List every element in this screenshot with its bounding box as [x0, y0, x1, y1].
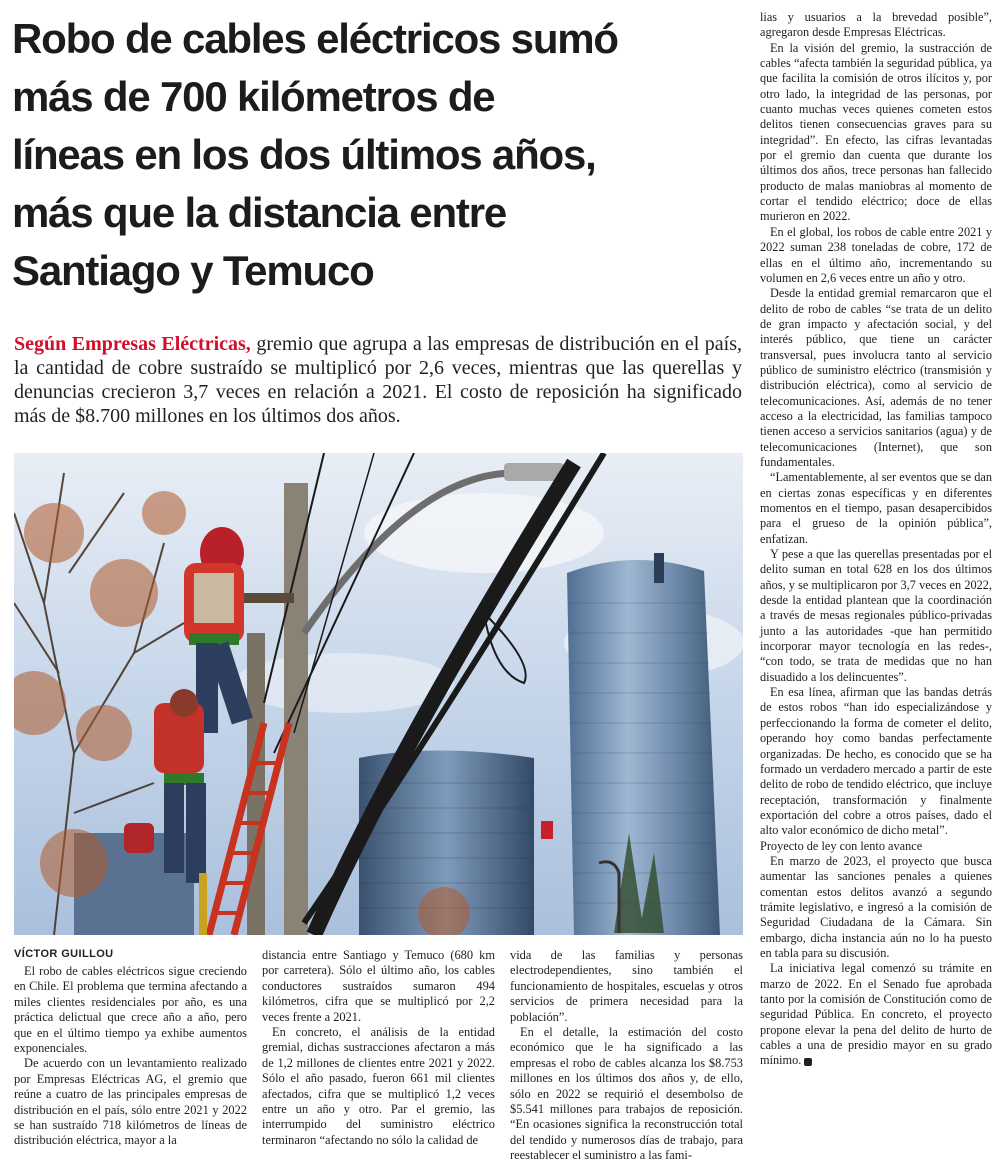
headline-line: más que la distancia entre: [12, 189, 507, 236]
paragraph: distancia entre Santiago y Temuco (680 km por carretera). Sólo el último año, los cables conductores sustraídos sumaron 494 kilómetros, cifra que se multiplicó por 2,2 veces frente a 2021.: [262, 948, 495, 1024]
headline: [12, 10, 747, 300]
text-column-2: [262, 948, 495, 1148]
paragraph-text: La iniciativa legal comenzó su trámite en marzo de 2022. En el Senado fue aprobada tanto por la comisión de Constitución como de seguridad Pública. En concreto, el proyecto propone elevar la pena del delito de hurto de cables a una de presidio mayor en su grado mínimo.: [760, 961, 992, 1068]
paragraph: Desde la entidad gremial remarcaron que el delito de robo de cables “se trata de un delito de gran impacto y afectación social, y del interés público, que tiene un carácter transversal, pues involucra tanto al servicio público de suministro eléctrico (transmisión y distribución eléctrica), como al servicio de telecomunicaciones. Así, además de no tener acceso a la electricidad, las familias tampoco tienen acceso a servicios sanitarios (agua) y de telecomunicaciones (Internet), que son fundamentales.: [760, 286, 992, 469]
paragraph: En concreto, el análisis de la entidad gremial, dichas sustracciones afectaron a más de 1,2 millones de clientes entre 2021 y 2022. Sólo el año pasado, fueron 661 mil clientes afectados, cifra que se multiplicó 1,2 veces entre un año y otro. Par el gremio, las interrumpido del suministro eléctrico terminaron “afectando no sólo la calidad de: [262, 1025, 495, 1147]
lead-paragraph: [14, 332, 742, 428]
paragraph: Y pese a que las querellas presentadas por el delito suman en total 628 en los dos últimos años, y se multiplicaron por 3,7 veces en 2022, desde la entidad plantean que la coordinación a través de mesas regionales público-privadas junto a las autoridades -que han permitido incorporar mayor tecnología en las redes-, “con todo, se trata de medidas que no han disuadido a los delincuentes”.: [760, 547, 992, 684]
lead-text: gremio que agrupa a las empresas de distribución en el país, la cantidad de cobre sustraído se multiplicó por 2,6 veces, mientras que las querellas y denuncias crecieron 3,7 veces en relación a 2021. El costo de reposición ha significado más de $8.700 millones en los últimos dos años.: [14, 333, 743, 427]
byline: VÍCTOR GUILLOU: [14, 948, 114, 960]
paragraph: El robo de cables eléctricos sigue creciendo en Chile. El problema que termina afectando a miles clientes residenciales por año, es una práctica delictual que crece año a año, pero que en el último tiempo ya exhibe aumentos exponenciales.: [14, 964, 247, 1056]
subhead: Proyecto de ley con lento avance: [760, 838, 923, 853]
paragraph: En marzo de 2023, el proyecto que busca aumentar las sanciones penales a quienes comentan estos delitos avanzó a segundo trámite legislativo, e ingresó a la comisión de Seguridad Ciudadana de la Cámara. Sin embargo, dicha instancia aún no lo ha puesto en tabla para su discusión.: [760, 853, 992, 960]
paragraph: De acuerdo con un levantamiento realizado por Empresas Eléctricas AG, el gremio que reúne a cuatro de las principales empresas de distribución en el país, sólo entre 2021 y 2022 se han sustraído 718 kilómetros de líneas de distribución eléctrica, mayor a la: [14, 1056, 247, 1148]
paragraph: lias y usuarios a la brevedad posible”, agregaron desde Empresas Eléctricas.: [760, 10, 992, 40]
lead-highlight: Según Empresas Eléctricas,: [14, 333, 251, 355]
paragraph: vida de las familias y personas electrodependientes, sino también el funcionamiento de hospitales, escuelas y otros servicios de primera necesidad para la población”.: [510, 948, 743, 1024]
text-column-4: [760, 10, 992, 1069]
paragraph: En esa línea, afirman que las bandas detrás de estos robos “han ido especializándose y perfeccionando la forma de cometer el delito, operando hoy como bandas perfectamente organizadas. De hecho, es conocido que se ha formado un verdadero mercado a partir de este delito de robo de tendido eléctrico, que incluye receptación, transformación y finalmente exportación del cobre a otros países, dado el alto valor económico de dicho metal”.: [760, 685, 992, 838]
paragraph: [760, 961, 992, 1068]
article-photo: [14, 453, 743, 935]
text-column-3: [510, 948, 743, 1164]
paragraph: En el global, los robos de cable entre 2021 y 2022 suman 238 toneladas de cobre, 172 de ellas en el último año, incrementando su volumen en 2,6 veces entre un año y otro.: [760, 224, 992, 285]
workers-on-pole-photo: [14, 453, 743, 935]
end-mark-icon: [804, 1058, 812, 1066]
headline-line: más de 700 kilómetros de: [12, 73, 495, 120]
text-column-1: [14, 964, 247, 1149]
paragraph: “Lamentablemente, al ser eventos que se dan en ciertas zonas específicas y en diferentes momentos en el tiempo, pasan desapercibidos para el grueso de la opinión pública”, enfatizan.: [760, 470, 992, 546]
paragraph: En la visión del gremio, la sustracción de cables “afecta también la seguridad pública, ya que facilita la comisión de otros ilícitos y, por otro lado, la integridad de las personas, por cuanto muchas veces quienes cometen estos delitos tienen consecuencias graves para su integridad”. En efecto, las cifras levantadas por el gremio dan cuenta que durante los últimos dos años, trece personas han fallecido producto de malas maniobras al momento de cortar el tendido eléctrico; doce de ellas murieron en 2022.: [760, 40, 992, 224]
headline-line: Robo de cables eléctricos sumó: [12, 15, 618, 62]
paragraph: En el detalle, la estimación del costo económico que le ha significado a las empresas el robo de cables alcanza los $8.753 millones en los últimos dos años y, de ello, sólo en 2022 se requirió el desembolso de $5.541 millones para trabajos de reposición. “En ocasiones significa la reconstrucción total del tendido y numerosos días de trabajo, para reestablecer el suministro a las fami-: [510, 1025, 743, 1163]
headline-line: Santiago y Temuco: [12, 247, 374, 294]
headline-line: líneas en los dos últimos años,: [12, 131, 596, 178]
